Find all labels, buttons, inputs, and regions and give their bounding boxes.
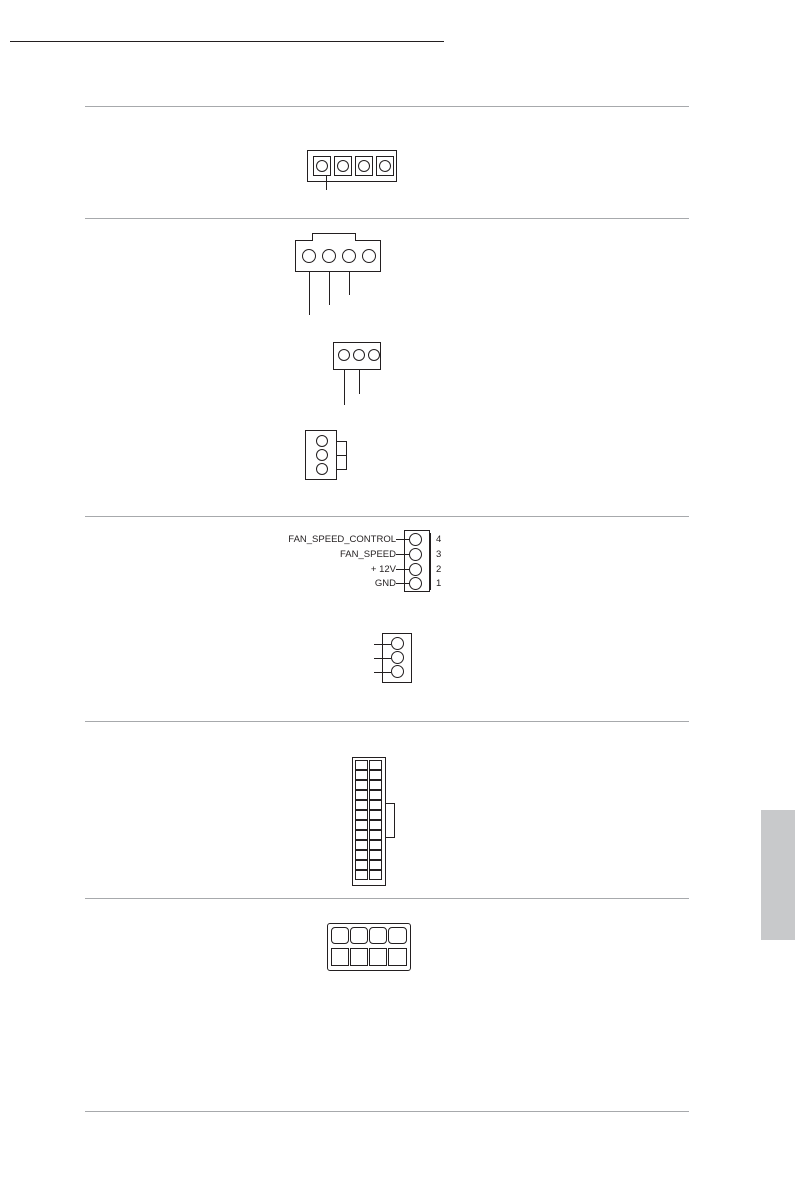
pin-2-hole	[337, 160, 349, 172]
p12v-pin	[369, 927, 387, 944]
header-notch	[312, 233, 356, 241]
section-separator	[85, 218, 689, 219]
atx-pin	[355, 850, 368, 860]
section-separator	[85, 721, 689, 722]
atx-pin	[369, 830, 382, 840]
pin-1-number: 1	[436, 578, 442, 589]
pin-2-hole	[353, 349, 365, 361]
pin-3-number: 3	[436, 549, 442, 560]
p12v-pin	[369, 948, 387, 966]
lead-line	[374, 672, 391, 673]
pin-4-hole	[379, 160, 391, 172]
atx-pin	[369, 800, 382, 810]
atx-pin	[369, 820, 382, 830]
pin-1-hole	[409, 577, 422, 590]
atx-pin	[369, 870, 382, 880]
atx-pin	[355, 790, 368, 800]
pin-3-hole	[368, 349, 380, 361]
pin-4-label: FAN_SPEED_CONTROL	[288, 534, 396, 545]
lead-line	[374, 658, 391, 659]
p12v-pin	[331, 948, 349, 966]
atx-pin	[355, 810, 368, 820]
lead-line	[396, 539, 409, 540]
atx-pin	[355, 780, 368, 790]
lead-line	[309, 272, 310, 315]
section-separator	[85, 516, 689, 517]
lead-line	[349, 272, 350, 295]
pin-1-hole	[338, 349, 350, 361]
pin-2-label: + 12V	[370, 564, 396, 575]
atx-pin	[369, 780, 382, 790]
pin-3-hole	[358, 160, 370, 172]
connector-right-edge	[430, 533, 431, 590]
lead-line	[396, 554, 409, 555]
atx-pin	[369, 810, 382, 820]
pin-3-hole	[316, 463, 328, 475]
atx-pin	[355, 820, 368, 830]
lead-line	[359, 370, 360, 394]
atx-pin	[369, 850, 382, 860]
atx-pin	[355, 840, 368, 850]
pin-2-hole	[409, 563, 422, 576]
atx-pin	[369, 770, 382, 780]
lead-line	[329, 272, 330, 305]
pin-1-hole	[316, 435, 328, 447]
pin-2-hole	[316, 449, 328, 461]
p12v-pin	[350, 927, 368, 944]
pin-4-number: 4	[436, 534, 442, 545]
lead-line	[396, 569, 409, 570]
pin-3-label: FAN_SPEED	[340, 549, 396, 560]
atx-pin	[369, 790, 382, 800]
lead-line	[344, 370, 345, 405]
pin-2-hole	[391, 651, 404, 664]
atx-pin	[355, 760, 368, 770]
pin-3-hole	[391, 637, 404, 650]
atx-pin	[355, 860, 368, 870]
pin-1-hole	[302, 249, 316, 263]
p12v-pin	[388, 948, 407, 966]
atx-pin	[355, 870, 368, 880]
section-separator	[85, 1111, 689, 1112]
lead-line	[326, 176, 327, 190]
lead-line	[374, 644, 391, 645]
pin-1-label: GND	[374, 578, 396, 589]
atx-pin	[355, 800, 368, 810]
p12v-pin	[388, 927, 407, 944]
section-separator	[85, 106, 689, 107]
atx-pin	[355, 830, 368, 840]
pin-1-hole	[391, 665, 404, 678]
pin-3-hole	[342, 249, 356, 263]
pin-4-hole	[362, 249, 376, 263]
pin-2-hole	[322, 249, 336, 263]
lead-line	[396, 583, 409, 584]
header-rule	[10, 41, 444, 42]
pin-3-hole	[409, 548, 422, 561]
atx-pin	[369, 760, 382, 770]
pin-4-hole	[409, 533, 422, 546]
atx-pin	[355, 770, 368, 780]
section-separator	[85, 898, 689, 899]
atx-pin	[369, 860, 382, 870]
page-side-tab	[761, 810, 795, 940]
p12v-pin	[331, 927, 349, 944]
lead-bracket	[346, 441, 347, 470]
atx-pin	[369, 840, 382, 850]
connector-latch	[386, 803, 395, 838]
pin-1-hole	[316, 160, 328, 172]
pin-2-number: 2	[436, 564, 442, 575]
p12v-pin	[350, 948, 368, 966]
